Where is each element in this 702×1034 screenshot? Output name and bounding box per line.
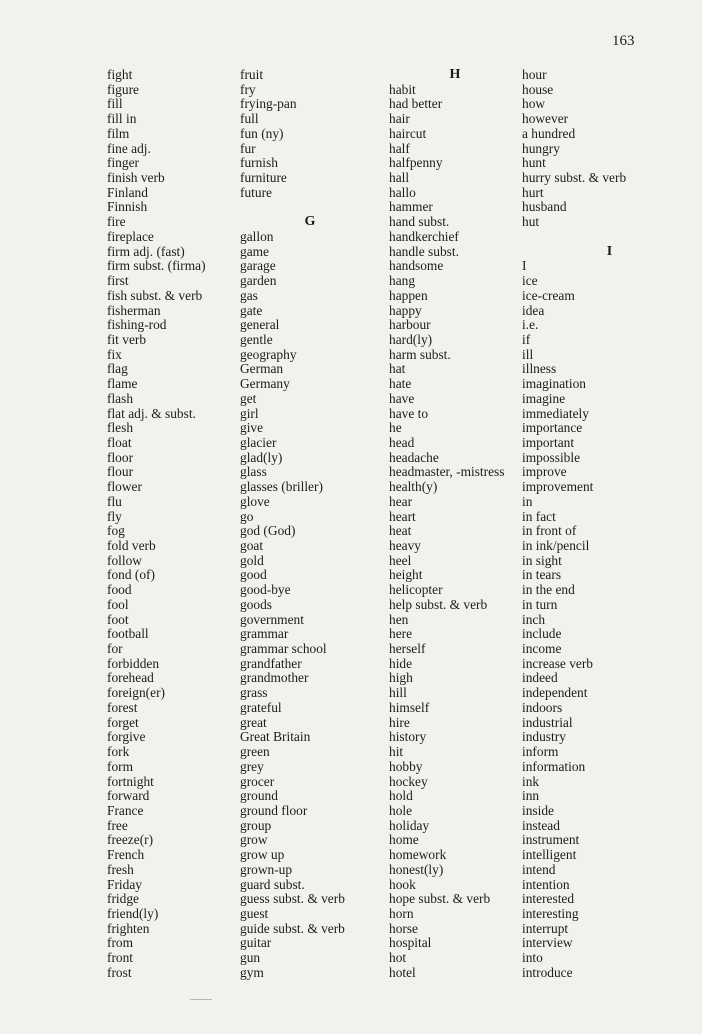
word-entry: flag — [107, 361, 128, 377]
word-entry: hobby — [389, 758, 423, 774]
word-entry: fishing-rod — [107, 317, 167, 333]
word-entry: furniture — [240, 170, 287, 186]
word-entry: introduce — [522, 964, 573, 980]
word-entry: interested — [522, 891, 575, 907]
word-entry: haircut — [389, 125, 427, 141]
word-entry: fridge — [107, 891, 139, 907]
word-entry: grass — [240, 685, 268, 701]
word-entry: god (God) — [240, 523, 296, 539]
word-entry: a hundred — [522, 125, 576, 141]
word-entry: future — [240, 184, 272, 200]
word-entry: go — [240, 508, 254, 524]
word-entry: grammar — [240, 626, 289, 642]
word-entry: health(y) — [389, 479, 438, 495]
word-entry: flame — [107, 376, 138, 392]
word-entry: gallon — [240, 228, 274, 244]
word-entry: in ink/pencil — [522, 538, 590, 553]
word-entry: frying-pan — [240, 96, 297, 112]
word-entry: into — [522, 950, 543, 966]
word-entry: fill in — [107, 111, 137, 127]
word-entry: forehead — [107, 670, 154, 686]
word-entry: guess subst. & verb — [240, 891, 345, 907]
word-entry: gentle — [240, 331, 273, 347]
word-entry: I — [522, 258, 527, 274]
word-entry: ground — [240, 788, 278, 804]
word-entry: geography — [240, 346, 297, 362]
word-entry: goods — [240, 596, 272, 612]
word-entry: improvement — [522, 479, 594, 495]
word-entry: grateful — [240, 699, 282, 715]
word-entry: fry — [240, 81, 256, 97]
word-entry: interview — [522, 935, 573, 951]
word-entry: gate — [240, 302, 263, 318]
word-entry: fog — [107, 523, 125, 539]
word-entry: gold — [240, 552, 264, 568]
word-entry: fix — [107, 346, 122, 362]
word-entry: house — [522, 81, 554, 97]
word-entry: hope subst. & verb — [389, 891, 491, 907]
word-entry: home — [389, 832, 419, 848]
word-entry: freeze(r) — [107, 832, 154, 848]
word-entry: in tears — [522, 567, 562, 583]
word-entry: firm adj. (fast) — [107, 243, 185, 259]
word-entry: gun — [240, 950, 261, 966]
word-entry: Finland — [107, 184, 148, 200]
word-entry: here — [389, 626, 413, 642]
word-entry: illness — [522, 361, 557, 377]
word-entry: heart — [389, 508, 416, 524]
word-entry: glacier — [240, 434, 277, 450]
word-entry: fish subst. & verb — [107, 287, 203, 303]
word-entry: glass — [240, 464, 267, 480]
word-entry: for — [107, 641, 123, 657]
word-entry: flour — [107, 464, 134, 480]
word-entry: hotel — [389, 964, 416, 980]
word-entry: guard subst. — [240, 876, 305, 892]
word-entry: immediately — [522, 405, 589, 421]
word-entry: France — [107, 802, 144, 818]
word-entry: fresh — [107, 861, 134, 877]
word-entry: hate — [389, 376, 412, 392]
word-entry: hair — [389, 111, 410, 127]
word-entry: income — [522, 641, 562, 657]
word-entry: head — [389, 434, 415, 450]
word-entry: herself — [389, 641, 426, 657]
word-entry: fur — [240, 140, 256, 156]
word-entry: horse — [389, 920, 419, 936]
word-entry: high — [389, 670, 413, 686]
word-entry: grow — [240, 832, 268, 848]
word-entry: intelligent — [522, 847, 577, 863]
word-entry: from — [107, 935, 134, 951]
word-entry: handkerchief — [389, 228, 459, 244]
word-entry: handle subst. — [389, 243, 459, 259]
word-entry: German — [240, 361, 284, 377]
word-entry: in turn — [522, 596, 558, 612]
word-entry: help subst. & verb — [389, 596, 488, 612]
word-entry: glove — [240, 493, 270, 509]
word-entry: forgive — [107, 729, 146, 745]
word-entry: in the end — [522, 582, 575, 598]
word-entry: fortnight — [107, 773, 154, 789]
word-entry: impossible — [522, 449, 581, 465]
word-column-1 — [107, 68, 235, 981]
word-entry: independent — [522, 685, 588, 701]
word-entry: instrument — [522, 832, 580, 848]
word-entry: hen — [389, 611, 409, 627]
word-entry: fine adj. — [107, 140, 151, 156]
word-entry: hunt — [522, 155, 546, 171]
word-entry: guitar — [240, 935, 272, 951]
word-entry: grandfather — [240, 655, 302, 671]
word-entry: himself — [389, 699, 430, 715]
word-entry: intention — [522, 876, 570, 892]
word-entry: intend — [522, 861, 556, 877]
word-entry: gym — [240, 964, 264, 980]
word-entry: flesh — [107, 420, 134, 436]
word-entry: holiday — [389, 817, 430, 833]
word-entry: interrupt — [522, 920, 569, 936]
word-entry: foreign(er) — [107, 685, 165, 701]
letter-heading: H — [449, 67, 461, 82]
word-entry: heat — [389, 523, 412, 539]
word-entry: hear — [389, 493, 413, 509]
word-entry: fireplace — [107, 228, 154, 244]
word-entry: garage — [240, 258, 276, 274]
word-entry: inform — [522, 744, 559, 760]
word-entry: hill — [389, 685, 407, 701]
word-entry: instead — [522, 817, 560, 833]
word-entry: habit — [389, 81, 416, 97]
word-entry: information — [522, 758, 586, 774]
word-entry: in front of — [522, 523, 577, 539]
word-entry: hospital — [389, 935, 432, 951]
word-entry: indeed — [522, 670, 558, 686]
word-entry: have — [389, 390, 415, 406]
word-entry: fly — [107, 508, 122, 524]
word-entry: flash — [107, 390, 134, 406]
word-entry: half — [389, 140, 410, 156]
word-entry: imagination — [522, 376, 586, 392]
word-entry: glad(ly) — [240, 449, 283, 465]
word-entry: headache — [389, 449, 439, 465]
word-entry: free — [107, 817, 128, 833]
word-entry: heavy — [389, 538, 421, 553]
word-entry: film — [107, 125, 130, 141]
word-entry: husband — [522, 199, 567, 215]
word-entry: hall — [389, 170, 410, 186]
word-entry: Finnish — [107, 199, 148, 215]
word-entry: improve — [522, 464, 567, 480]
word-entry: fold verb — [107, 538, 156, 553]
word-entry: inn — [522, 788, 540, 804]
word-entry: frighten — [107, 920, 150, 936]
word-entry: hammer — [389, 199, 433, 215]
word-entry: frost — [107, 964, 132, 980]
letter-heading: I — [606, 243, 613, 259]
word-entry: follow — [107, 552, 142, 568]
word-entry: float — [107, 434, 132, 450]
word-entry: general — [240, 317, 280, 333]
word-entry: fool — [107, 596, 129, 612]
word-entry: flu — [107, 493, 122, 509]
word-entry: green — [240, 744, 270, 760]
word-entry: football — [107, 626, 149, 642]
word-entry: foot — [107, 611, 129, 627]
word-entry: hole — [389, 802, 413, 818]
word-entry: halfpenny — [389, 155, 443, 171]
word-entry: floor — [107, 449, 134, 465]
word-entry: ground floor — [240, 802, 308, 818]
word-entry: fork — [107, 744, 130, 760]
word-column-4 — [522, 68, 697, 981]
word-entry: firm subst. (firma) — [107, 258, 206, 274]
word-entry: hot — [389, 950, 407, 966]
word-entry: Friday — [107, 876, 142, 892]
word-entry: in fact — [522, 508, 556, 524]
word-entry: hang — [389, 273, 416, 289]
word-entry: forget — [107, 714, 139, 730]
section-spacer — [240, 200, 380, 215]
word-entry: front — [107, 950, 134, 966]
word-entry: if — [522, 331, 531, 347]
word-entry: ill — [522, 346, 534, 362]
word-entry: fun (ny) — [240, 125, 284, 141]
page-number: 163 — [612, 33, 635, 49]
word-entry: hockey — [389, 773, 428, 789]
word-entry: food — [107, 582, 132, 598]
word-entry: hallo — [389, 184, 416, 200]
word-entry: Germany — [240, 376, 290, 392]
word-entry: handsome — [389, 258, 444, 274]
word-entry: history — [389, 729, 427, 745]
word-entry: height — [389, 567, 423, 583]
word-entry: hard(ly) — [389, 331, 433, 347]
word-entry: i.e. — [522, 317, 539, 333]
word-entry: hurt — [522, 184, 544, 200]
word-entry: hire — [389, 714, 410, 730]
word-entry: idea — [522, 302, 545, 318]
word-entry: industry — [522, 729, 566, 745]
word-entry: fisherman — [107, 302, 161, 318]
word-column-3 — [389, 68, 521, 981]
word-entry: finish verb — [107, 170, 165, 186]
word-entry: hurry subst. & verb — [522, 170, 627, 186]
word-entry: friend(ly) — [107, 905, 159, 921]
word-entry: goat — [240, 538, 264, 553]
word-entry: hide — [389, 655, 413, 671]
word-entry: happy — [389, 302, 422, 318]
word-entry: happen — [389, 287, 428, 303]
word-entry: furnish — [240, 155, 278, 171]
word-entry: group — [240, 817, 272, 833]
word-entry: fill — [107, 96, 123, 112]
word-entry: ink — [522, 773, 540, 789]
word-entry: fire — [107, 214, 126, 230]
word-entry: hut — [522, 214, 540, 230]
word-entry: ice-cream — [522, 287, 575, 303]
word-entry: hook — [389, 876, 416, 892]
word-entry: flat adj. & subst. — [107, 405, 196, 421]
word-entry: indoors — [522, 699, 563, 715]
word-entry: forest — [107, 699, 138, 715]
word-entry: good-bye — [240, 582, 291, 598]
word-entry: girl — [240, 405, 259, 421]
word-entry: how — [522, 96, 546, 112]
word-entry: give — [240, 420, 264, 436]
word-entry: heel — [389, 552, 412, 568]
word-entry: first — [107, 273, 129, 289]
word-entry: fit verb — [107, 331, 147, 347]
word-entry: inch — [522, 611, 546, 627]
word-entry: grandmother — [240, 670, 309, 686]
word-entry: Great Britain — [240, 729, 311, 745]
word-entry: homework — [389, 847, 447, 863]
word-entry: fruit — [240, 67, 264, 82]
word-entry: glasses (briller) — [240, 479, 323, 495]
word-entry: important — [522, 434, 575, 450]
word-entry: forbidden — [107, 655, 160, 671]
word-entry: good — [240, 567, 267, 583]
word-entry: grown-up — [240, 861, 293, 877]
word-entry: industrial — [522, 714, 573, 730]
word-entry: grammar school — [240, 641, 327, 657]
word-entry: form — [107, 758, 134, 774]
word-entry: ice — [522, 273, 538, 289]
word-entry: garden — [240, 273, 277, 289]
word-entry: honest(ly) — [389, 861, 444, 877]
word-entry: inside — [522, 802, 554, 818]
section-spacer — [522, 230, 697, 245]
word-entry: however — [522, 111, 569, 127]
word-entry: flower — [107, 479, 142, 495]
word-entry: increase verb — [522, 655, 594, 671]
letter-heading: G — [304, 214, 316, 230]
word-entry: fight — [107, 67, 133, 82]
word-entry: he — [389, 420, 402, 436]
word-entry: government — [240, 611, 304, 627]
word-entry: figure — [107, 81, 139, 97]
word-entry: French — [107, 847, 145, 863]
word-entry: include — [522, 626, 562, 642]
word-entry: hungry — [522, 140, 560, 156]
word-entry: hour — [522, 67, 547, 82]
word-entry: great — [240, 714, 267, 730]
footer-rule — [190, 999, 212, 1000]
word-entry: hat — [389, 361, 406, 377]
word-entry: in — [522, 493, 533, 509]
word-entry: get — [240, 390, 257, 406]
word-entry: interesting — [522, 905, 579, 921]
word-entry: hit — [389, 744, 404, 760]
word-entry: finger — [107, 155, 139, 171]
word-entry: harbour — [389, 317, 431, 333]
word-entry: in sight — [522, 552, 562, 568]
word-entry: forward — [107, 788, 150, 804]
word-entry: guide subst. & verb — [240, 920, 345, 936]
word-entry: gas — [240, 287, 258, 303]
word-entry: full — [240, 111, 259, 127]
word-entry: guest — [240, 905, 269, 921]
word-entry: grey — [240, 758, 264, 774]
word-entry: importance — [522, 420, 583, 436]
word-entry: grow up — [240, 847, 285, 863]
word-entry: fond (of) — [107, 567, 155, 583]
word-entry: harm subst. — [389, 346, 451, 362]
word-entry: hand subst. — [389, 214, 450, 230]
word-entry: have to — [389, 405, 429, 421]
word-entry: grocer — [240, 773, 275, 789]
word-entry: headmaster, -mistress — [389, 464, 505, 480]
word-entry: horn — [389, 905, 414, 921]
word-entry: had better — [389, 96, 443, 112]
word-entry: imagine — [522, 390, 566, 406]
word-column-2 — [240, 68, 380, 981]
word-entry: hold — [389, 788, 413, 804]
word-entry: helicopter — [389, 582, 443, 598]
word-entry: game — [240, 243, 269, 259]
